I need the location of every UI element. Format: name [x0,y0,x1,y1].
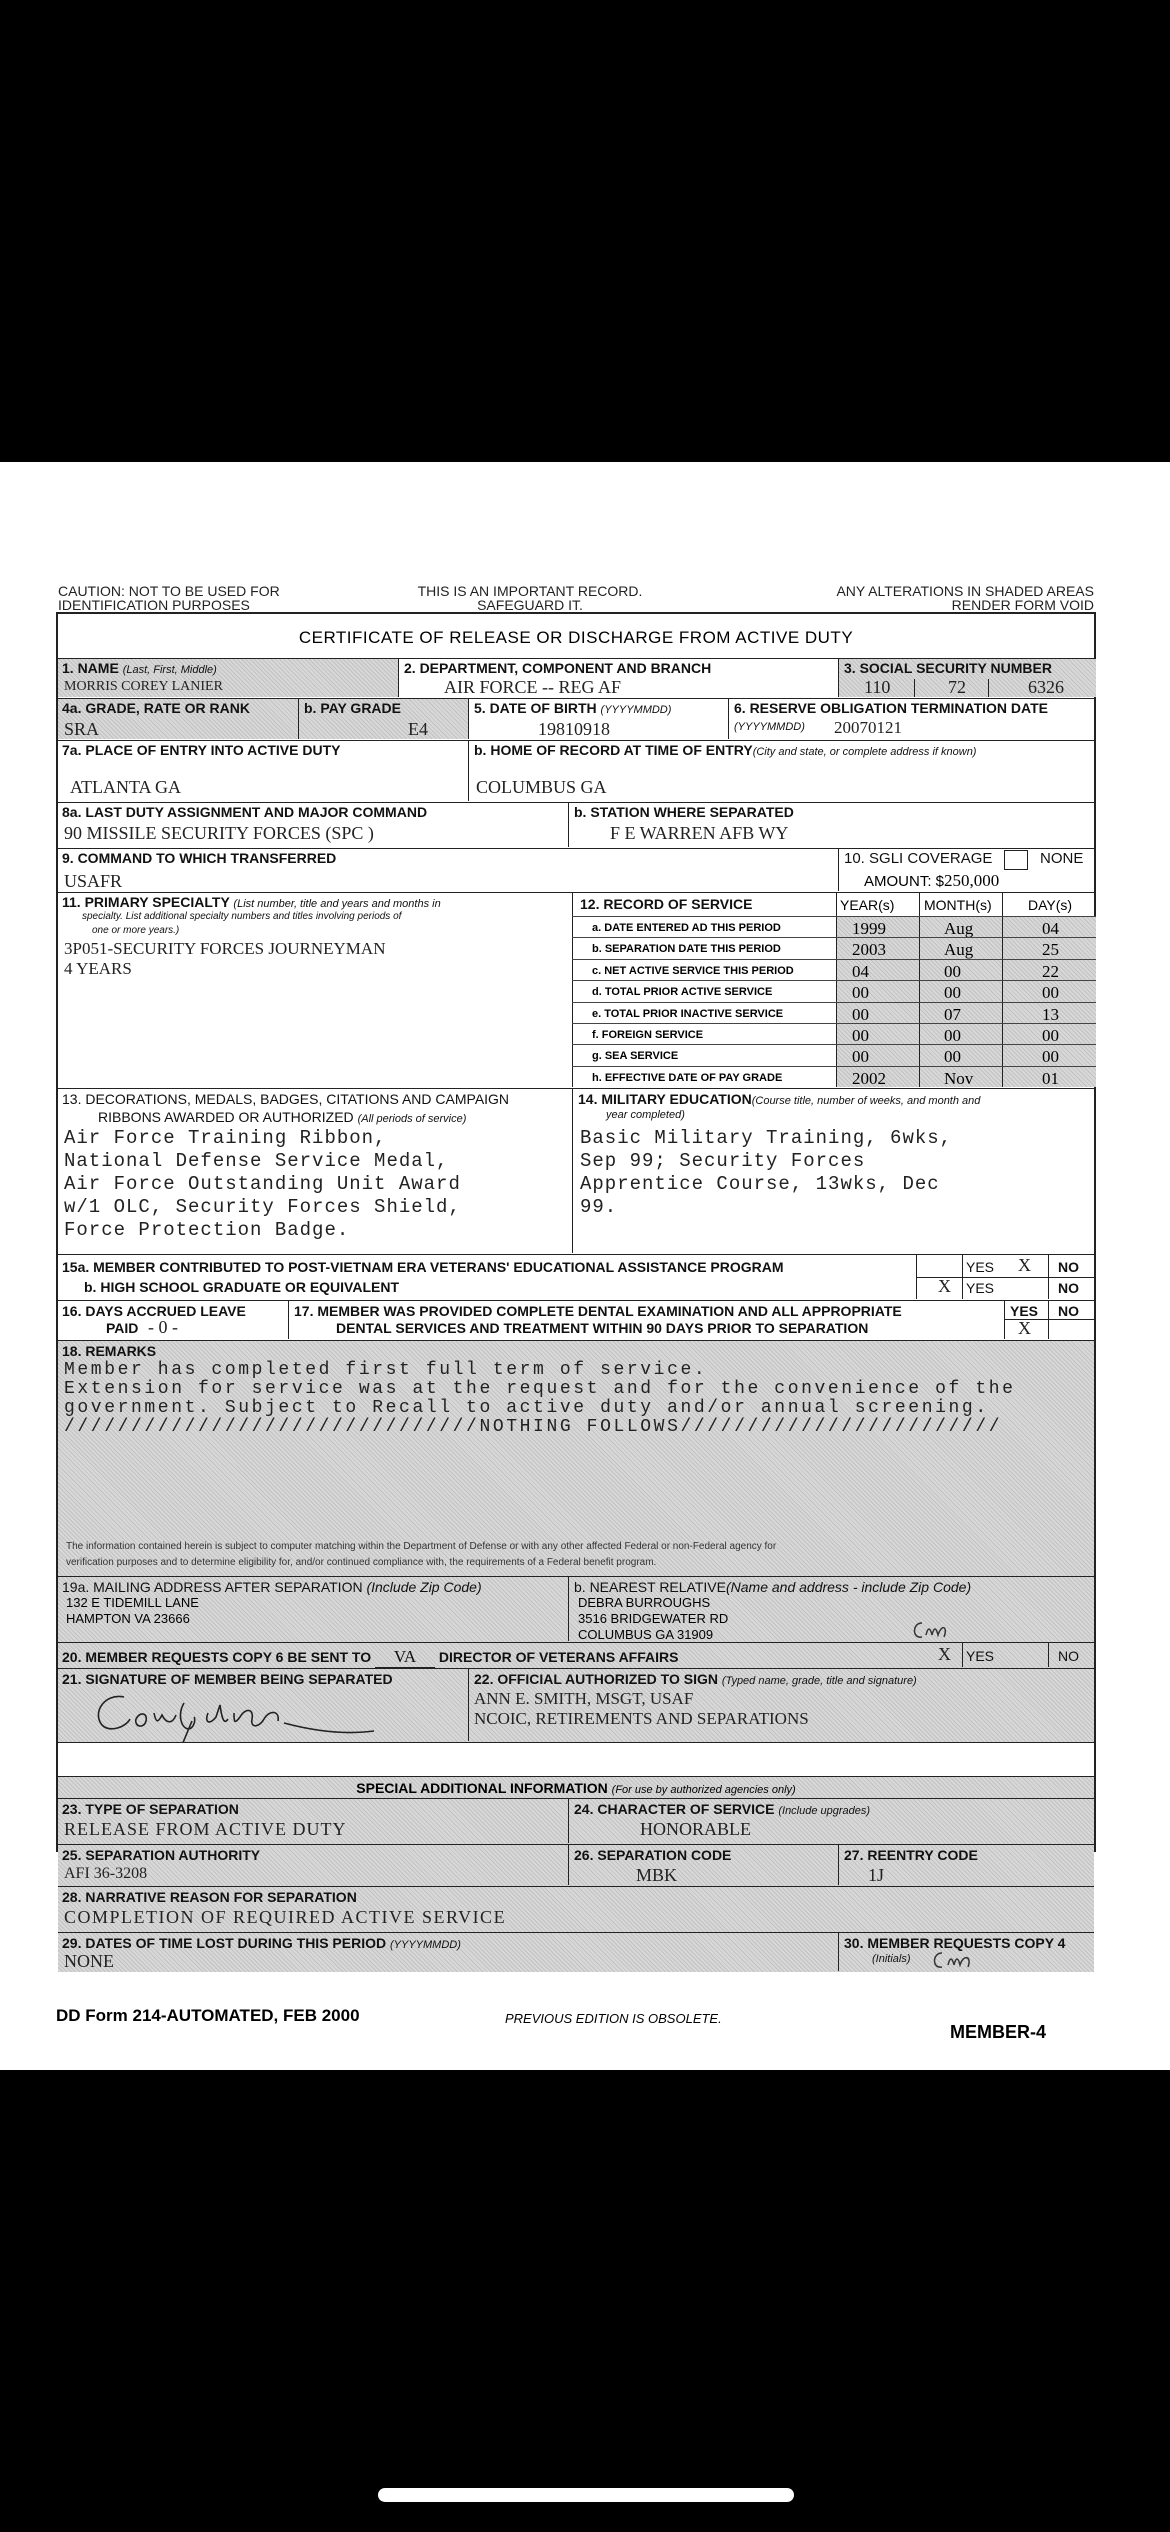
record-months: 00 [944,961,961,981]
ssn-part3: 6326 [1028,677,1064,697]
item15b-no: NO [1058,1280,1079,1296]
item15b-x: X [938,1276,951,1296]
initials-mark [908,1617,968,1645]
col-years: YEAR(s) [840,897,895,913]
record-years: 00 [852,1047,869,1067]
record-row [572,1066,1096,1088]
mailing-address-line2: HAMPTON VA 23666 [66,1611,190,1626]
record-row-label: c. NET ACTIVE SERVICE THIS PERIOD [592,964,794,977]
record-months: 00 [944,1026,961,1045]
relative-line3: COLUMBUS GA 31909 [578,1627,714,1642]
col-months: MONTH(s) [924,897,992,913]
specialty-line1: 3P051-SECURITY FORCES JOURNEYMAN [64,939,386,958]
department-value: AIR FORCE -- REG AF [444,677,622,697]
relative-line1: DEBRA BURROUGHS [578,1595,711,1610]
ssn-part1: 110 [864,677,891,697]
record-row-label: g. SEA SERVICE [592,1050,679,1063]
remarks-line: Extension for service was at the request and for the convenience of the [64,1379,1016,1399]
item2-label: 2. DEPARTMENT, COMPONENT AND BRANCH [404,660,712,676]
item4a-label: 4a. GRADE, RATE OR RANK [62,700,250,716]
item25-label: 25. SEPARATION AUTHORITY [62,1847,261,1863]
previous-edition-note: PREVIOUS EDITION IS OBSOLETE. [505,2011,722,2026]
remarks-line: ///////////////////////////////NOTHING FOLLOWS//////////////////////// [64,1417,1003,1437]
specialty-line2: 4 YEARS [64,959,132,978]
item15a-x: X [1018,1255,1031,1275]
item19b-label: b. NEAREST RELATIVE(Name and address - include Zip Code) [574,1579,972,1595]
item28-label: 28. NARRATIVE REASON FOR SEPARATION [62,1889,357,1905]
item15a-yes: YES [966,1259,995,1275]
document-page [0,462,1170,2070]
decoration-line: Force Protection Badge. [64,1219,350,1241]
item14-sub2: year completed) [606,1109,685,1121]
record-days: 00 [1042,983,1059,1003]
copy4-initials [928,1949,998,1971]
record-row-label: d. TOTAL PRIOR ACTIVE SERVICE [592,986,773,999]
item12-label: 12. RECORD OF SERVICE [580,896,753,912]
item19a-label: 19a. MAILING ADDRESS AFTER SEPARATION (Include Zip Code) [62,1579,482,1595]
item18-label: 18. REMARKS [62,1343,157,1359]
row-23-24 [58,1798,1094,1844]
decoration-line: w/1 OLC, Security Forces Shield, [64,1196,461,1218]
item20-no: NO [1058,1648,1079,1664]
row-decorations-education [58,1088,1094,1254]
row-identity [58,658,1094,698]
col-days: DAY(s) [1028,897,1073,913]
item11-label: 11. PRIMARY SPECIALTY (List number, title and years and months in [62,894,441,910]
leave-paid-value: - 0 - [148,1317,178,1337]
record-row-label: e. TOTAL PRIOR INACTIVE SERVICE [592,1007,784,1020]
special-info-title: SPECIAL ADDITIONAL INFORMATION (For use by authorized agencies only) [356,1780,796,1796]
official-title: NCOIC, RETIREMENTS AND SEPARATIONS [474,1709,809,1728]
record-row [572,980,1096,1002]
section-gap [58,1742,1094,1776]
item8b-label: b. STATION WHERE SEPARATED [574,804,794,820]
item20-yes: YES [966,1648,995,1664]
item30-label: 30. MEMBER REQUESTS COPY 4 [844,1935,1066,1951]
record-row-label: a. DATE ENTERED AD THIS PERIOD [592,922,781,934]
record-row [572,937,1096,959]
important-notice: THIS IS AN IMPORTANT RECORD. SAFEGUARD IT. [417,583,643,613]
item17-x: X [1018,1318,1031,1338]
item3-label: 3. SOCIAL SECURITY NUMBER [844,660,1052,676]
education-line: Sep 99; Security Forces [580,1150,866,1172]
row-entry [58,740,1094,802]
dd214-form [56,612,1096,1971]
education-line: Basic Military Training, 6wks, [580,1127,953,1149]
decorations-list [64,1127,461,1242]
decoration-line: Air Force Outstanding Unit Award [64,1173,461,1195]
reentry-code-value: 1J [868,1865,885,1885]
item4b-label: b. PAY GRADE [304,700,401,716]
row-16-17 [58,1300,1094,1340]
row-grade [58,698,1094,740]
alterations-notice: ANY ALTERATIONS IN SHADED AREAS RENDER FORM VOID [836,583,1094,613]
dob-value: 19810918 [538,719,610,739]
record-row-label: b. SEPARATION DATE THIS PERIOD [592,943,781,956]
item9-label: 9. COMMAND TO WHICH TRANSFERRED [62,850,337,866]
record-months: Aug [944,919,974,938]
record-years: 00 [852,1004,869,1024]
item5-label: 5. DATE OF BIRTH (YYYYMMDD) [474,700,672,716]
row-15 [58,1254,1094,1300]
caution-notice: CAUTION: NOT TO BE USED FOR IDENTIFICATION PURPOSES [58,583,280,613]
record-row [572,959,1096,981]
item11-sub2: specialty. List additional specialty numbers and titles involving periods of [82,911,402,922]
record-row-label: f. FOREIGN SERVICE [592,1029,704,1041]
item20-x: X [938,1644,951,1664]
item1-label: 1. NAME (Last, First, Middle) [62,660,217,676]
item27-label: 27. REENTRY CODE [844,1847,978,1863]
record-months: Nov [944,1068,974,1088]
item17-no: NO [1058,1303,1079,1319]
privacy-notice-1: The information contained herein is subject to computer matching within the Department of Defense or with any other affected Federal or non-Federal agency for [66,1541,777,1552]
item24-label: 24. CHARACTER OF SERVICE (Include upgrades) [574,1801,871,1817]
item21-label: 21. SIGNATURE OF MEMBER BEING SEPARATED [62,1671,393,1687]
separation-code-value: MBK [636,1865,678,1885]
record-row [572,1023,1096,1045]
record-years: 04 [852,961,869,981]
special-info-header [58,1776,1094,1798]
row-addresses [58,1576,1094,1642]
record-months: 00 [944,983,961,1003]
row-signatures [58,1668,1094,1742]
row-duty [58,802,1094,848]
pay-grade-value: E4 [408,719,428,739]
privacy-notice-2: verification purposes and to determine eligibility for, and/or continued compliance with, the requirements of a Federal benefit program. [66,1557,657,1568]
character-of-service-value: HONORABLE [640,1819,751,1839]
separation-authority-value: AFI 36-3208 [64,1865,148,1882]
name-value: MORRIS COREY LANIER [64,679,223,694]
item26-label: 26. SEPARATION CODE [574,1847,732,1863]
item15a-no: NO [1058,1259,1079,1275]
item13-label: 13. DECORATIONS, MEDALS, BADGES, CITATIONS AND CAMPAIGN [62,1091,510,1107]
record-years: 2002 [852,1068,886,1088]
row-command [58,848,1094,892]
record-years: 1999 [852,919,886,938]
record-days: 04 [1042,919,1059,938]
sgli-none-label: NONE [1040,850,1084,867]
sgli-none-box [1004,850,1028,870]
time-lost-value: NONE [64,1951,114,1971]
item29-label: 29. DATES OF TIME LOST DURING THIS PERIOD (YYYYMMDD) [62,1935,461,1951]
mailing-address-line1: 132 E TIDEMILL LANE [66,1595,199,1610]
official-name: ANN E. SMITH, MSGT, USAF [474,1689,694,1708]
record-days: 25 [1042,940,1059,960]
record-days: 22 [1042,961,1059,981]
item17-label: 17. MEMBER WAS PROVIDED COMPLETE DENTAL EXAMINATION AND ALL APPROPRIATE [294,1303,902,1319]
item7b-label: b. HOME OF RECORD AT TIME OF ENTRY(City and state, or complete address if known) [474,742,977,758]
item23-label: 23. TYPE OF SEPARATION [62,1801,239,1817]
education-line: 99. [580,1196,618,1218]
item8a-label: 8a. LAST DUTY ASSIGNMENT AND MAJOR COMMAND [62,804,428,820]
record-of-service [572,893,1096,1087]
last-duty-value: 90 MISSILE SECURITY FORCES (SPC ) [64,823,374,843]
record-years: 2003 [852,940,886,960]
record-days: 01 [1042,1068,1059,1088]
item20-label: 20. MEMBER REQUESTS COPY 6 BE SENT TO VA DIRECTOR OF VETERANS AFFAIRS [62,1647,679,1666]
item16-label2: PAID [106,1320,139,1336]
narrative-reason-value: COMPLETION OF REQUIRED ACTIVE SERVICE [64,1907,507,1927]
education-list [580,1127,952,1219]
item6-sub: (YYYYMMDD) [734,721,805,733]
member-signature [84,1683,404,1745]
reserve-termination-value: 20070121 [834,718,902,737]
remarks-text [64,1361,1016,1437]
record-days: 13 [1042,1004,1059,1024]
item10-label: 10. SGLI COVERAGE [844,850,993,867]
item7a-label: 7a. PLACE OF ENTRY INTO ACTIVE DUTY [62,742,341,758]
decoration-line: Air Force Training Ribbon, [64,1127,387,1149]
item13-label2: RIBBONS AWARDED OR AUTHORIZED (All periods of service) [98,1109,467,1125]
education-line: Apprentice Course, 13wks, Dec [580,1173,940,1195]
record-years: 00 [852,1026,869,1045]
copy-designation: MEMBER-4 [950,2022,1047,2042]
record-months: 00 [944,1047,961,1067]
item15b-yes: YES [966,1280,995,1296]
record-row-label: h. EFFECTIVE DATE OF PAY GRADE [592,1071,783,1084]
relative-line2: 3516 BRIDGEWATER RD [578,1611,729,1626]
ssn-part2: 72 [948,677,966,697]
home-indicator[interactable] [378,2488,794,2502]
separation-type-value: RELEASE FROM ACTIVE DUTY [64,1819,347,1839]
station-separated-value: F E WARREN AFB WY [610,823,789,843]
record-row [572,1044,1096,1066]
remarks-line: Member has completed first full term of service. [64,1360,708,1380]
form-number: DD Form 214-AUTOMATED, FEB 2000 [56,2006,360,2025]
sgli-amount: AMOUNT: $250,000 [864,871,1000,890]
item15a-label: 15a. MEMBER CONTRIBUTED TO POST-VIETNAM ERA VETERANS' EDUCATIONAL ASSISTANCE PROGRAM [62,1259,784,1275]
item30-sub: (Initials) [872,1953,911,1965]
item16-label: 16. DAYS ACCRUED LEAVE [62,1303,246,1319]
item6-label: 6. RESERVE OBLIGATION TERMINATION DATE [734,700,1048,716]
decoration-line: National Defense Service Medal, [64,1150,449,1172]
item17-yes: YES [1010,1303,1039,1319]
copy6-recipient: VA [375,1647,435,1668]
record-days: 00 [1042,1047,1059,1067]
record-months: 07 [944,1004,961,1024]
record-row [572,1002,1096,1024]
remarks-line: government. Subject to Recall to active duty and/or annual screening. [64,1398,989,1418]
grade-value: SRA [64,719,100,739]
form-title: CERTIFICATE OF RELEASE OR DISCHARGE FROM ACTIVE DUTY [298,628,854,647]
row-remarks [58,1340,1094,1576]
record-months: Aug [944,940,974,960]
row-specialty-record [58,892,1094,1088]
place-of-entry-value: ATLANTA GA [70,777,182,797]
item14-label: 14. MILITARY EDUCATION(Course title, number of weeks, and month and [578,1091,981,1107]
home-of-record-value: COLUMBUS GA [476,777,607,797]
item11-sub3: one or more years.) [92,925,180,936]
row-29-30 [58,1932,1094,1972]
record-days: 00 [1042,1026,1059,1045]
row-copy6 [58,1642,1094,1668]
row-25-27 [58,1844,1094,1886]
row-28 [58,1886,1094,1932]
item17-label2: DENTAL SERVICES AND TREATMENT WITHIN 90 DAYS PRIOR TO SEPARATION [336,1320,869,1336]
record-row [572,916,1096,938]
record-years: 00 [852,983,869,1003]
item22-label: 22. OFFICIAL AUTHORIZED TO SIGN (Typed name, grade, title and signature) [474,1671,917,1687]
item15b-label: b. HIGH SCHOOL GRADUATE OR EQUIVALENT [84,1279,400,1295]
command-value: USAFR [64,871,123,891]
